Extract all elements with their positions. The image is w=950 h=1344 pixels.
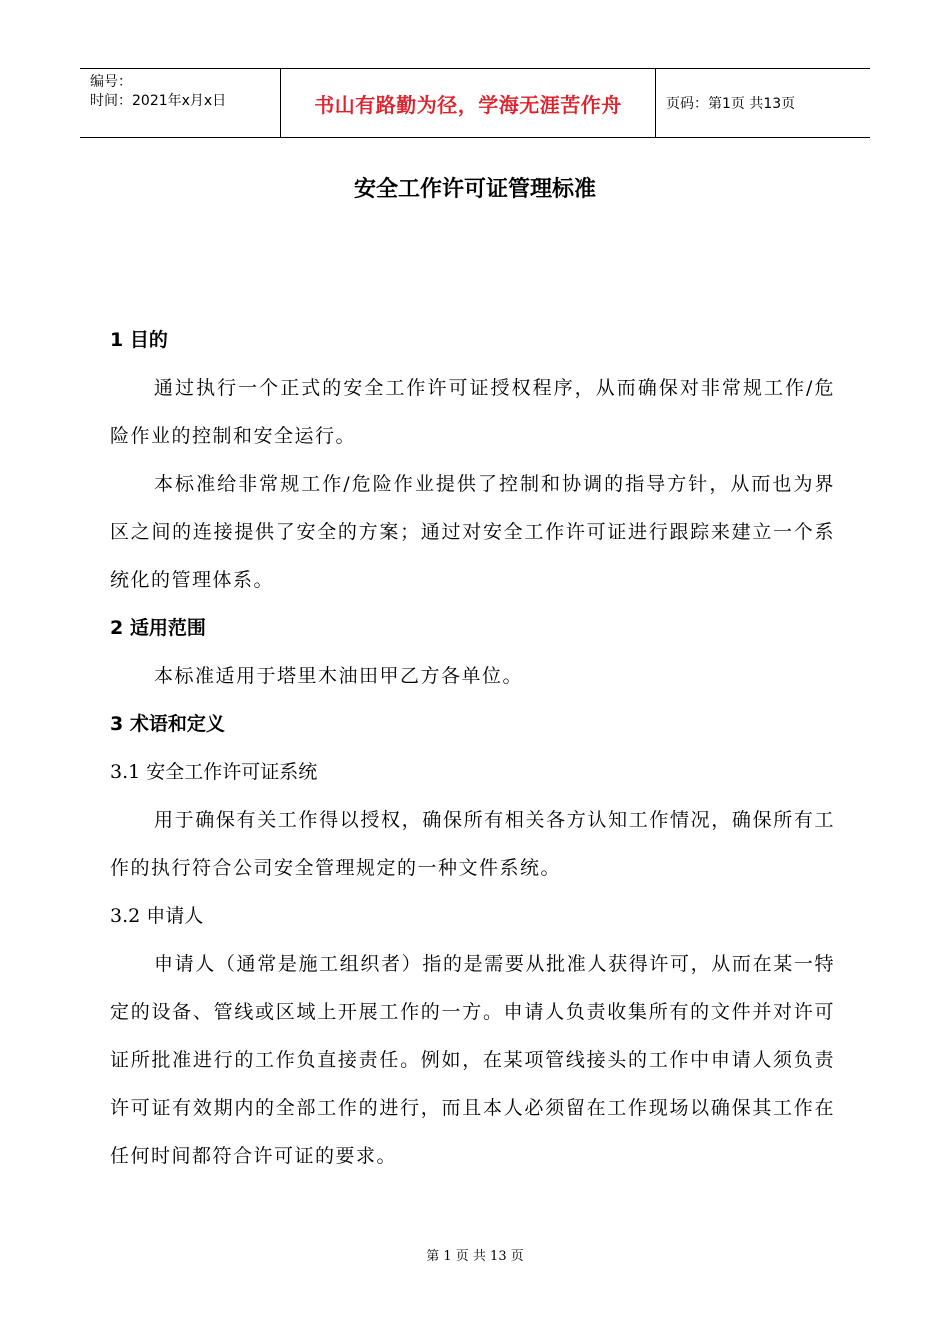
paragraph: 用于确保有关工作得以授权，确保所有相关各方认知工作情况，确保所有工作的执行符合公司安全管理规定的一种文件系统。	[110, 809, 835, 879]
header-motto: 书山有路勤为径，学海无涯苦作舟	[281, 69, 656, 137]
paragraph: 本标准适用于塔里木油田甲乙方各单位。	[154, 665, 524, 687]
document-body	[110, 316, 835, 1180]
header-page-info: 页码：第1页 共13页	[666, 96, 796, 112]
section-heading-purpose: 1 目的	[110, 329, 168, 351]
paragraph: 申请人（通常是施工组织者）指的是需要从批准人获得许可，从而在某一特定的设备、管线或区域上开展工作的一方。申请人负责收集所有的文件并对许可证所批准进行的工作负直接责任。例如，在某项管线接头的工作中申请人须负责许可证有效期内的全部工作的进行，而且本人必须留在工作现场以确保其工作在任何时间都符合许可证的要求。	[110, 953, 835, 1167]
subsection-heading: 3.1 安全工作许可证系统	[110, 761, 318, 783]
subsection-heading: 3.2 申请人	[110, 905, 204, 927]
document-time-label: 时间：2021年x月x日	[90, 93, 227, 109]
paragraph: 本标准给非常规工作/危险作业提供了控制和协调的指导方针，从而也为界区之间的连接提供了安全的方案；通过对安全工作许可证进行跟踪来建立一个系统化的管理体系。	[110, 473, 835, 591]
header-meta	[80, 69, 281, 137]
page-header	[80, 68, 870, 138]
document-number-label: 编号：	[90, 74, 132, 90]
section-heading-scope: 2 适用范围	[110, 617, 206, 639]
paragraph: 通过执行一个正式的安全工作许可证授权程序，从而确保对非常规工作/危险作业的控制和安全运行。	[110, 377, 835, 447]
section-heading-terms: 3 术语和定义	[110, 713, 225, 735]
page-footer: 第 1 页 共 13 页	[426, 1249, 524, 1264]
document-title: 安全工作许可证管理标准	[353, 177, 596, 202]
